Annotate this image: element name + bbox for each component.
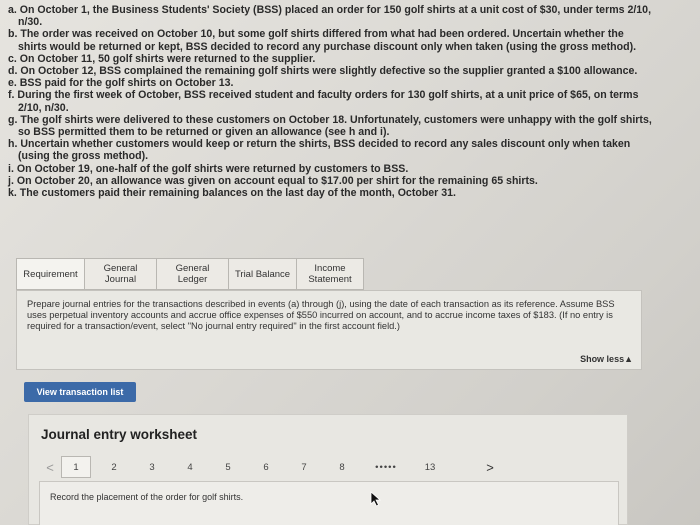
event-j: [8, 175, 688, 187]
event-k: [8, 187, 688, 199]
event-h-line2: (using the gross method).: [18, 150, 149, 163]
event-e: [8, 77, 688, 89]
page-3[interactable]: 3: [149, 461, 155, 473]
event-a: [8, 4, 688, 28]
tab-trial-balance-label: Trial Balance: [234, 268, 291, 280]
event-k-line1: k. The customers paid their remaining balances on the last day of the month, October 31.: [8, 187, 456, 200]
mouse-cursor-icon: [370, 491, 382, 507]
tab-general-journal-label-2: Journal: [104, 274, 137, 285]
event-f-line1: f. During the first week of October, BSS received student and faculty orders for 130 golf shirts, at a unit price of $65, on terms: [8, 89, 639, 102]
page-13[interactable]: 13: [424, 461, 436, 473]
event-a-line1: a. On October 1, the Business Students' Society (BSS) placed an order for 150 golf shirts at a unit cost of $30, under terms 2/10,: [8, 4, 652, 16]
event-d: [8, 65, 688, 77]
instructions-panel: [16, 290, 642, 370]
page-7[interactable]: 7: [301, 461, 307, 473]
tab-general-journal[interactable]: [84, 258, 156, 290]
journal-entry-worksheet: [28, 414, 628, 525]
page-ellipsis: •••••: [375, 461, 397, 473]
worksheet-title: Journal entry worksheet: [41, 427, 198, 442]
tab-general-ledger-label-1: General: [175, 263, 210, 274]
prev-page-icon[interactable]: <: [46, 459, 54, 475]
tab-bar: [16, 258, 364, 290]
page-4[interactable]: 4: [187, 461, 193, 473]
instructions-text: Prepare journal entries for the transactions described in events (a) through (j), using the date of each transaction as its reference. Assume BSS uses perpetual inventory accounts and accrue office expenses of $550 incurred on account, and to accrue income taxes of $183. (If no entry is required for a transaction/event, select "No journal entry required" in the first account field.): [27, 299, 615, 332]
tab-trial-balance[interactable]: [228, 258, 296, 290]
event-c-line1: c. On October 11, 50 golf shirts were returned to the supplier.: [8, 52, 316, 65]
tab-income-statement-label-2: Statement: [308, 274, 352, 285]
next-page-icon[interactable]: >: [486, 459, 494, 475]
tab-general-ledger-label-2: Ledger: [177, 274, 208, 285]
event-h: [8, 138, 688, 162]
event-h-line1: h. Uncertain whether customers would keep or return the shirts, BSS decided to record any sales discount only when taken: [8, 138, 631, 151]
view-transaction-list-button[interactable]: View transaction list: [24, 382, 136, 402]
tab-requirement[interactable]: [16, 258, 84, 290]
event-d-line1: d. On October 12, BSS complained the remaining golf shirts were slightly defective so the supplier granted a $100 allowance.: [8, 65, 638, 78]
event-f-line2: 2/10, n/30.: [18, 101, 69, 114]
show-less-link[interactable]: Show less▲: [580, 353, 633, 364]
worksheet-pager: [39, 455, 619, 479]
tab-general-ledger[interactable]: [156, 258, 228, 290]
tab-income-statement[interactable]: [296, 258, 364, 290]
tab-income-statement-label-1: Income: [314, 263, 346, 274]
event-g-line2: so BSS permitted them to be returned or given an allowance (see h and i).: [18, 126, 390, 139]
event-e-line1: e. BSS paid for the golf shirts on October 13.: [8, 77, 234, 90]
event-a-line2: n/30.: [18, 16, 43, 29]
tab-general-journal-label-1: General: [103, 263, 138, 274]
tab-requirement-label: Requirement: [23, 268, 78, 280]
event-j-line1: j. On October 20, an allowance was given on account equal to $17.00 per shirt for the remaining 65 shirts.: [8, 174, 538, 187]
event-f: [8, 89, 688, 113]
event-i-line1: i. On October 19, one-half of the golf shirts were returned by customers to BSS.: [8, 162, 409, 175]
events-list: [8, 4, 688, 199]
page-2[interactable]: 2: [111, 461, 117, 473]
event-b-line1: b. The order was received on October 10, but some golf shirts differed from what had been ordered. Uncertain whether the: [8, 28, 624, 41]
event-g: [8, 114, 688, 138]
event-b-line2: shirts would be returned or kept, BSS decided to record any purchase discount only when taken (using the gross method).: [18, 40, 637, 53]
page-6[interactable]: 6: [263, 461, 269, 473]
page-5[interactable]: 5: [225, 461, 231, 473]
event-c: [8, 53, 688, 65]
event-g-line1: g. The golf shirts were delivered to these customers on October 18. Unfortunately, customers were unhappy with the golf shirts,: [8, 113, 652, 126]
event-i: [8, 163, 688, 175]
entry-prompt: Record the placement of the order for golf shirts.: [50, 492, 244, 502]
page-8[interactable]: 8: [339, 461, 345, 473]
page-1[interactable]: 1: [61, 456, 91, 478]
event-b: [8, 28, 688, 52]
entry-prompt-box: [39, 481, 619, 525]
